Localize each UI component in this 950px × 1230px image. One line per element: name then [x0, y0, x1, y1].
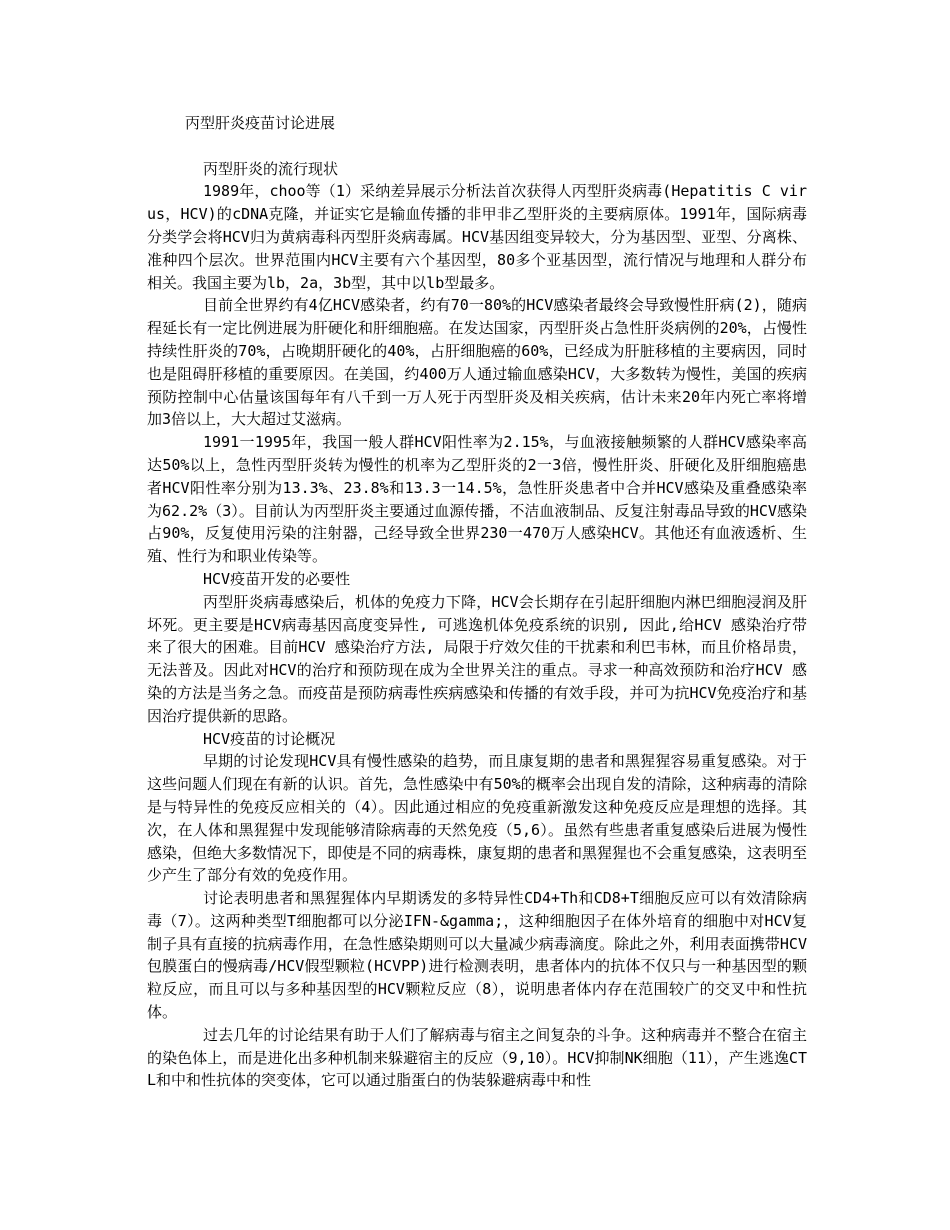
paragraph: 1989年，choo等（1）采纳差异展示分析法首次获得人丙型肝炎病毒(Hepatitis C virus，HCV)的cDNA克隆，并证实它是输血传播的非甲非乙型肝炎的主要病原体。1991年，国际病毒分类学会将HCV归为黄病毒科丙型肝炎病毒属。HCV基因组变异较大，分为基因型、亚型、分离株、准种四个层次。世界范围内HCV主要有六个基因型，80多个亚基因型，流行情况与地理和人群分布相关。我国主要为lb，2a，3b型，其中以lb型最多。 — [147, 182, 807, 292]
document-title: 丙型肝炎疫苗讨论进展 — [185, 114, 336, 132]
paragraph: 丙型肝炎病毒感染后，机体的免疫力下降，HCV会长期存在引起肝细胞内淋巴细胞浸润及肝坏死。更主要是HCV病毒基因高度变异性, 可逃逸机体免疫系统的识别, 因此,给HCV 感染治疗带来了很大的困难。目前HCV 感染治疗方法, 局限于疗效欠佳的干扰素和利巴韦林，而且价格昂贵，无法普及。因此对HCV的治疗和预防现在成为全世界关注的重点。寻求一种高效预防和治疗HCV 感染的方法是当务之急。而疫苗是预防病毒性疾病感染和传播的有效手段，并可为抗HCV免疫治疗和基因治疗提供新的思路。 — [147, 592, 807, 725]
paragraph: 讨论表明患者和黑猩猩体内早期诱发的多特异性CD4+Th和CD8+T细胞反应可以有效清除病毒（7）。这两种类型T细胞都可以分泌IFN-&gamma;，这种细胞因子在体外培育的细胞中对HCV复制子具有直接的抗病毒作用，在急性感染期则可以大量减少病毒滴度。除此之外，利用表面携带HCV包膜蛋白的慢病毒/HCV假型颗粒(HCVPP)进行检测表明，患者体内的抗体不仅只与一种基因型的颗粒反应，而且可以与多种基因型的HCV颗粒反应（8），说明患者体内存在范围较广的交叉中和性抗体。 — [147, 889, 807, 1022]
section-research-overview — [147, 728, 807, 1093]
section-vaccine-necessity — [147, 568, 807, 728]
paragraph: 1991一1995年，我国一般人群HCV阳性率为2.15%，与血液接触频繁的人群HCV感染率高达50%以上，急性丙型肝炎转为慢性的机率为乙型肝炎的2一3倍，慢性肝炎、肝硬化及肝细胞癌患者HCV阳性率分别为13.3%、23.8%和13.3一14.5%，急性肝炎患者中合并HCV感染及重叠感染率为62.2%（3）。目前认为丙型肝炎主要通过血源传播，不洁血液制品、反复注射毒品导致的HCV感染占90%，反复使用污染的注射器，己经导致全世界230一470万人感染HCV。其他还有血液透析、生殖、性行为和职业传染等。 — [147, 433, 807, 566]
section-heading: 丙型肝炎的流行现状 — [203, 159, 339, 178]
section-epidemiology — [147, 158, 807, 568]
section-heading: HCV疫苗的讨论概况 — [203, 729, 336, 748]
section-heading: HCV疫苗开发的必要性 — [203, 569, 351, 588]
paragraph: 早期的讨论发现HCV具有慢性感染的趋势，而且康复期的患者和黑猩猩容易重复感染。对于这些问题人们现在有新的认识。首先，急性感染中有50%的概率会出现自发的清除，这种病毒的清除是与特异性的免疫反应相关的（4）。因此通过相应的免疫重新激发这种免疫反应是理想的选择。其次，在人体和黑猩猩中发现能够清除病毒的天然免疫（5,6）。虽然有些患者重复感染后进展为慢性感染，但绝大多数情况下，即使是不同的病毒株，康复期的患者和黑猩猩也不会重复感染，这表明至少产生了部分有效的免疫作用。 — [147, 752, 808, 885]
paragraph: 过去几年的讨论结果有助于人们了解病毒与宿主之间复杂的斗争。这种病毒并不整合在宿主的染色体上，而是进化出多种机制来躲避宿主的反应（9,10）。HCV抑制NK细胞（11），产生逃逸CTL和中和性抗体的突变体，它可以通过脂蛋白的伪装躲避病毒中和性 — [147, 1025, 807, 1090]
paragraph: 目前全世界约有4亿HCV感染者，约有70一80%的HCV感染者最终会导致慢性肝病(2)，随病程延长有一定比例进展为肝硬化和肝细胞癌。在发达国家，丙型肝炎占急性肝炎病例的20%，占慢性持续性肝炎的70%，占晚期肝硬化的40%，占肝细胞癌的60%，已经成为肝脏移植的主要病因，同时也是阻碍肝移植的重要原因。在美国，约400万人通过输血感染HCV，大多数转为慢性，美国的疾病预防控制中心估量该国每年有八千到一万人死于丙型肝炎及相关疾病，估计未来20年内死亡率将增加3倍以上，大大超过艾滋病。 — [147, 296, 807, 429]
document-page — [147, 112, 807, 1092]
blank-line — [147, 135, 807, 158]
